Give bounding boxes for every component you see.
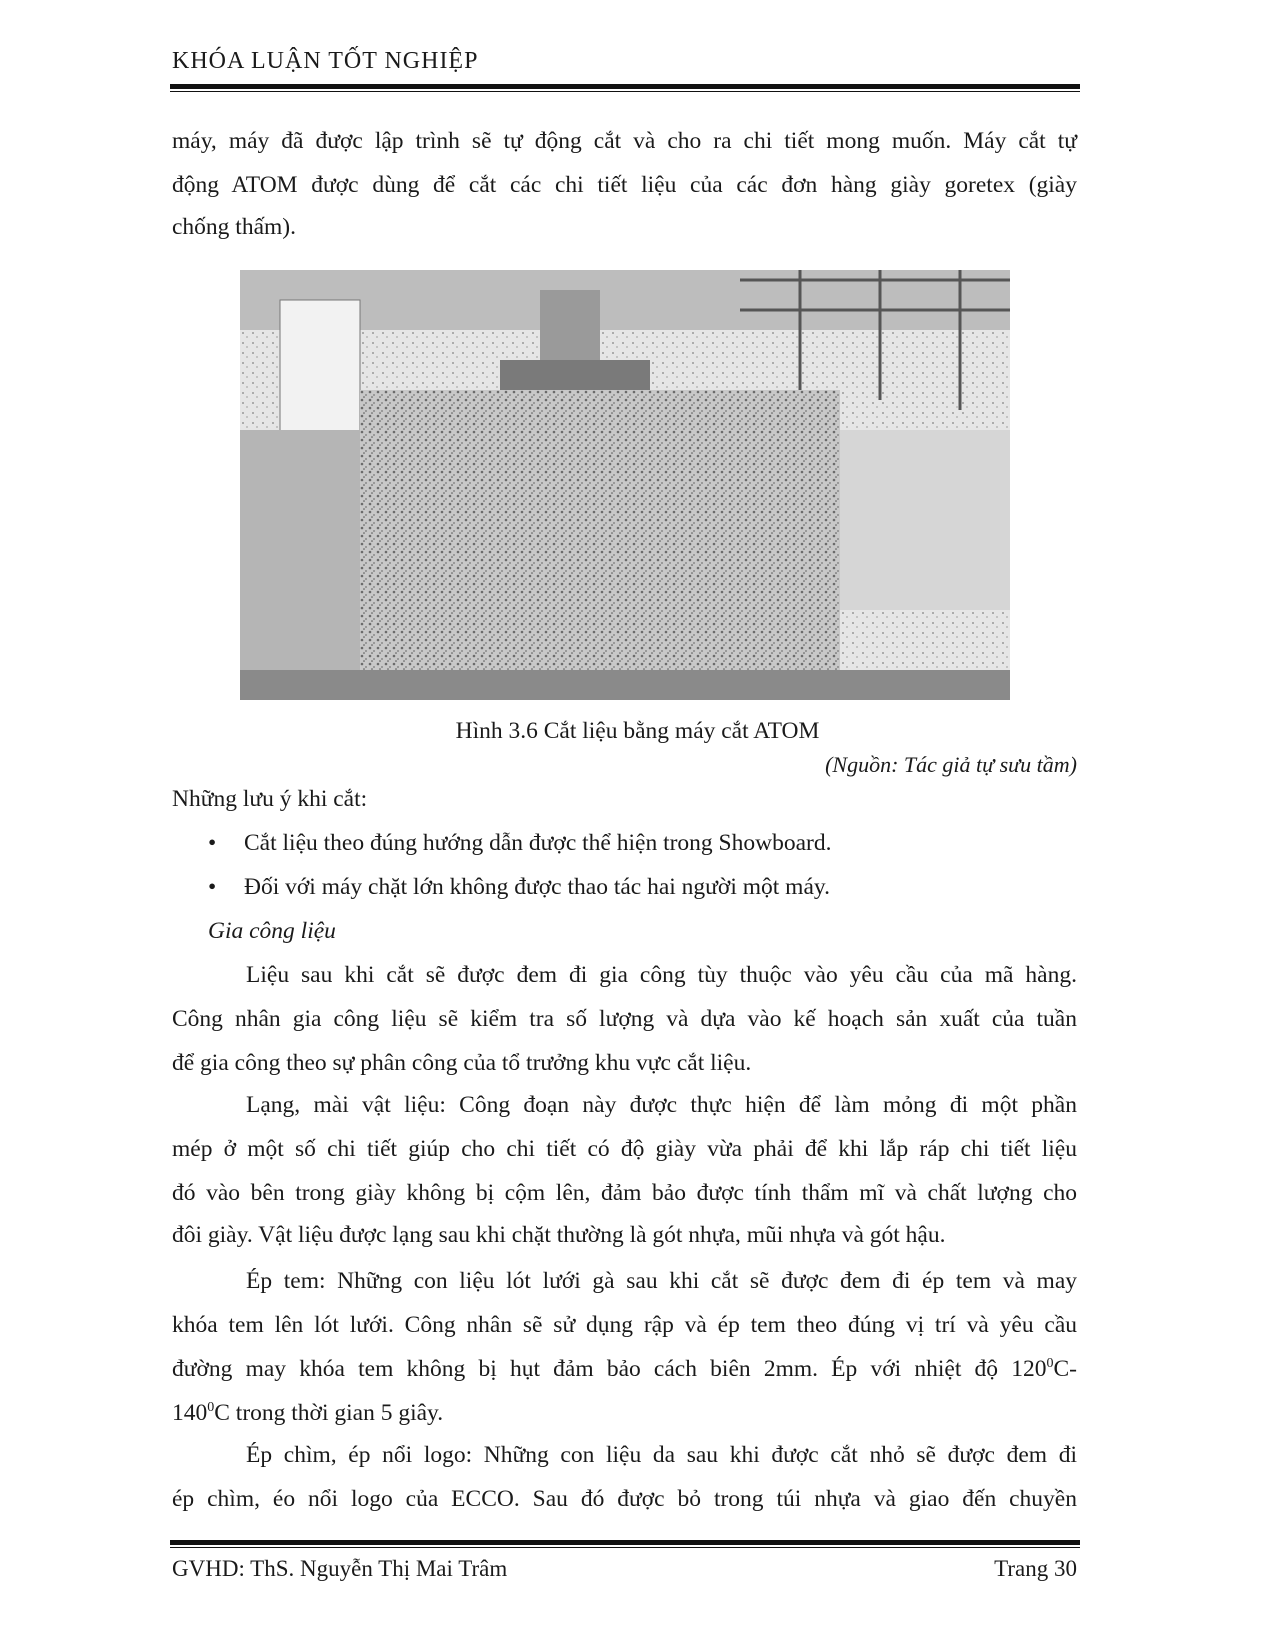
degree-sup: 0 — [207, 1400, 215, 1416]
text-segment: C- — [1053, 1356, 1077, 1382]
header-title: KHÓA LUẬN TỐT NGHIỆP — [172, 48, 479, 74]
text-line: Ép tem: Những con liệu lót lưới gà sau khi cắt sẽ được đem đi ép tem và may — [246, 1268, 1077, 1294]
figure-caption: Hình 3.6 Cắt liệu bằng máy cắt ATOM — [455, 718, 820, 744]
text-line: Liệu sau khi cắt sẽ được đem đi gia công tùy thuộc vào yêu cầu của mã hàng. — [246, 962, 1077, 988]
text-segment: đường may khóa tem không bị hụt đảm bảo cách biên 2mm. Ép với nhiệt độ 120 — [172, 1356, 1047, 1382]
footer-rule-thin — [170, 1547, 1080, 1548]
text-line: máy, máy đã được lập trình sẽ tự động cắt và cho ra chi tiết mong muốn. Máy cắt tự — [172, 128, 1077, 154]
text-line: Lạng, mài vật liệu: Công đoạn này được thực hiện để làm mỏng đi một phần — [246, 1092, 1077, 1118]
bullet-item — [208, 874, 830, 901]
section-heading: Gia công liệu — [208, 918, 336, 944]
text-line: Công nhân gia công liệu sẽ kiểm tra số lượng và dựa vào kế hoạch sản xuất của tuần — [172, 1006, 1077, 1032]
machine-photo-placeholder — [240, 270, 1010, 700]
header-rule-thin — [170, 91, 1080, 92]
text-segment: 140 — [172, 1400, 208, 1426]
text-line: khóa tem lên lót lưới. Công nhân sẽ sử dụng rập và ép tem theo đúng vị trí và yêu cầu — [172, 1312, 1077, 1338]
figure-source: (Nguồn: Tác giả tự sưu tầm) — [825, 752, 1077, 777]
text-segment: C trong thời gian 5 giây. — [214, 1400, 444, 1426]
text-line: mép ở một số chi tiết giúp cho chi tiết có độ giày vừa phải để khi lắp ráp chi tiết liệu — [172, 1136, 1077, 1162]
footer-advisor: GVHD: ThS. Nguyễn Thị Mai Trâm — [172, 1556, 508, 1581]
header-rule — [170, 84, 1080, 89]
bullet-text: Đối với máy chặt lớn không được thao tác hai người một máy. — [244, 874, 830, 900]
text-line: đôi giày. Vật liệu được lạng sau khi chặt thường là gót nhựa, mũi nhựa và gót hậu. — [172, 1222, 946, 1248]
bullet-text: Cắt liệu theo đúng hướng dẫn được thể hiện trong Showboard. — [244, 830, 832, 856]
footer-rule — [170, 1540, 1080, 1545]
bullet-glyph: • — [208, 830, 217, 856]
figure-photo — [240, 270, 1010, 700]
bullet-item — [208, 830, 831, 857]
text-line: động ATOM được dùng để cắt các chi tiết liệu của các đơn hàng giày goretex (giày — [172, 172, 1077, 198]
text-line: chống thấm). — [172, 214, 296, 240]
text-line: Ép chìm, ép nổi logo: Những con liệu da sau khi được cắt nhỏ sẽ được đem đi — [246, 1442, 1077, 1468]
degree-sup: 0 — [1046, 1356, 1054, 1372]
text-line: đó vào bên trong giày không bị cộm lên, đảm bảo được tính thẩm mĩ và chất lượng cho — [172, 1180, 1077, 1206]
text-line — [172, 1400, 443, 1427]
page-number: Trang 30 — [994, 1556, 1077, 1581]
text-line — [172, 1356, 1077, 1383]
bullet-glyph: • — [208, 874, 217, 900]
text-line: để gia công theo sự phân công của tổ trưởng khu vực cắt liệu. — [172, 1050, 752, 1076]
text-line: ép chìm, éo nổi logo của ECCO. Sau đó được bỏ trong túi nhựa và giao đến chuyền — [172, 1486, 1077, 1512]
notes-heading: Những lưu ý khi cắt: — [172, 786, 368, 812]
